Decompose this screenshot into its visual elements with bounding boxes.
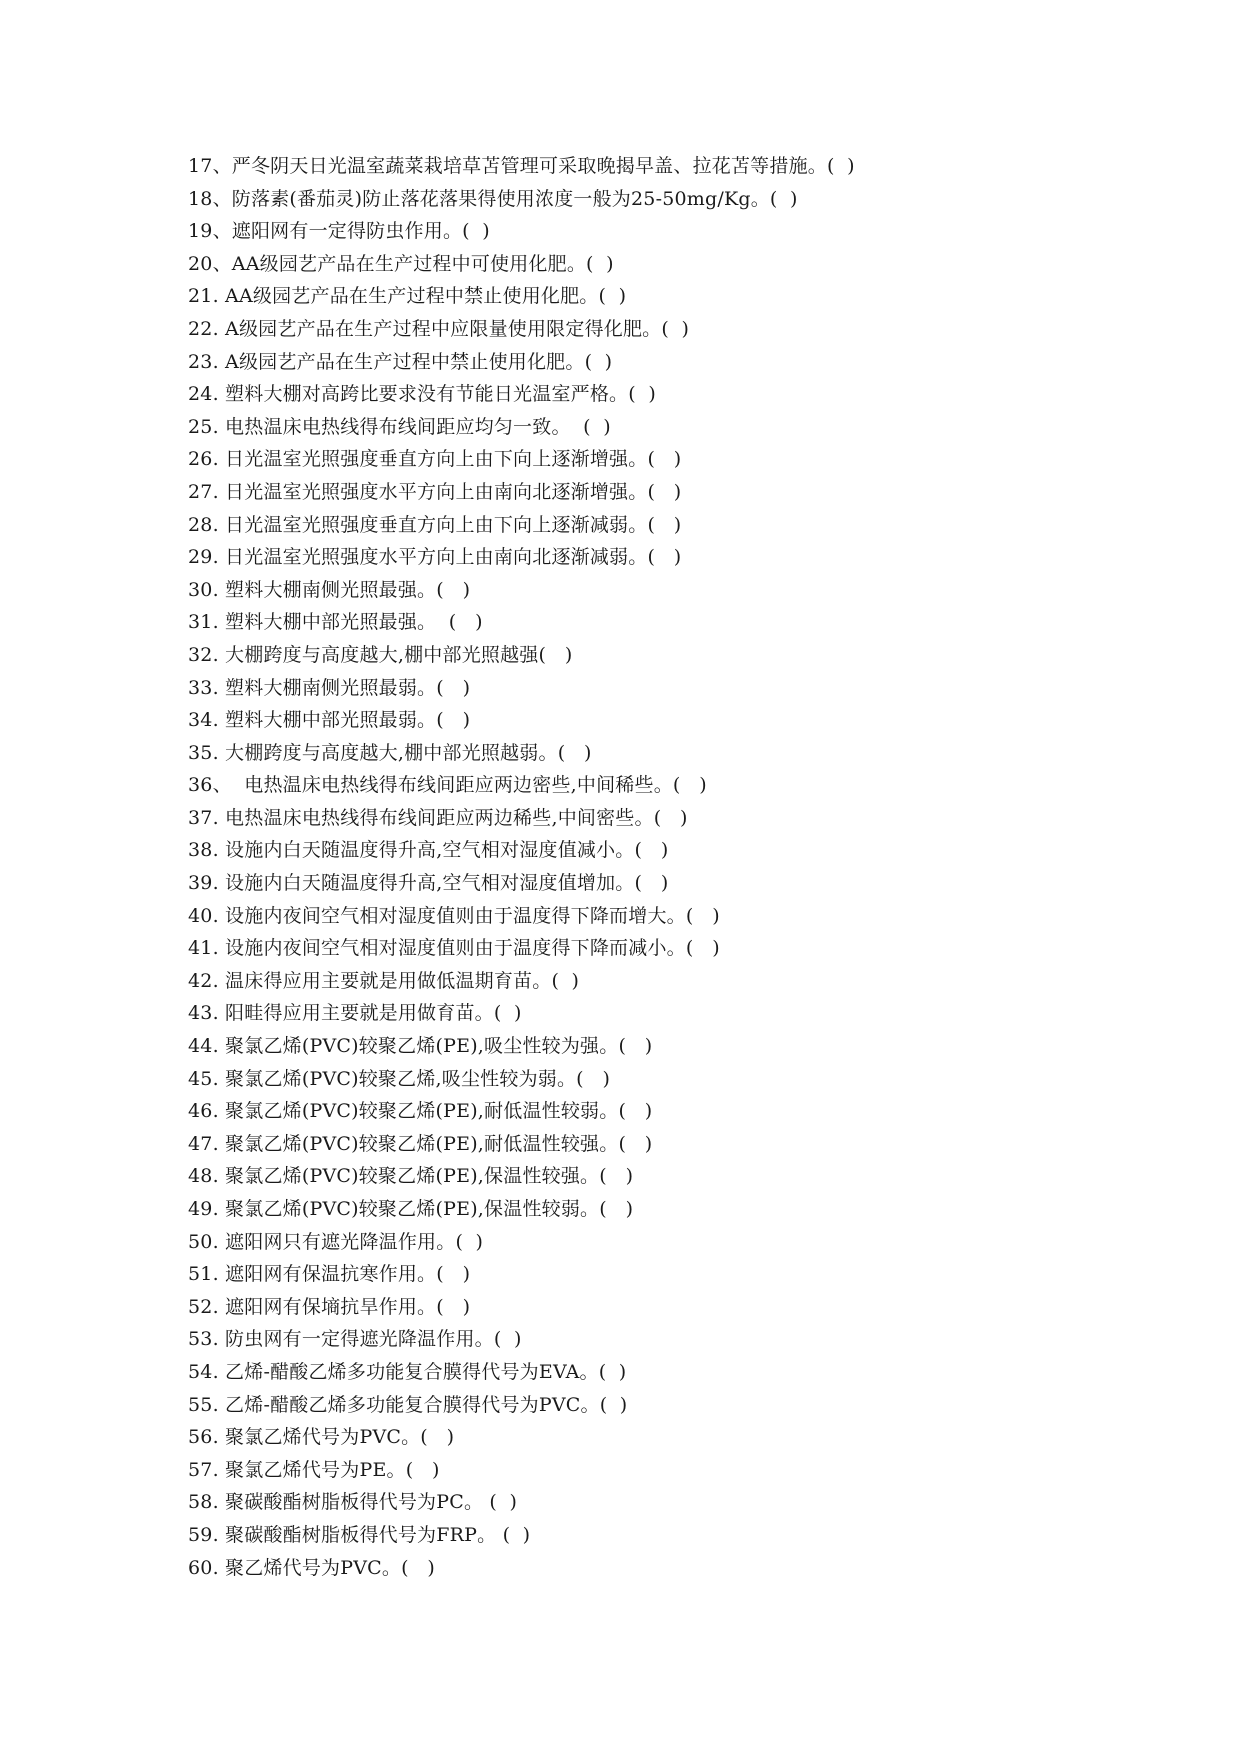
question-item: 21. AA级园艺产品在生产过程中禁止使用化肥。( )	[188, 285, 627, 308]
question-item: 19、遮阳网有一定得防虫作用。( )	[188, 220, 490, 243]
question-item: 27. 日光温室光照强度水平方向上由南向北逐渐增强。( )	[188, 480, 682, 503]
question-item: 39. 设施内白天随温度得升高,空气相对湿度值增加。( )	[188, 872, 669, 895]
question-list	[188, 150, 1168, 1584]
question-item: 31. 塑料大棚中部光照最强。 ( )	[188, 611, 483, 634]
question-item: 52. 遮阳网有保墒抗旱作用。( )	[188, 1295, 471, 1318]
question-item: 41. 设施内夜间空气相对湿度值则由于温度得下降而减小。( )	[188, 937, 720, 960]
question-item: 38. 设施内白天随温度得升高,空气相对湿度值减小。( )	[188, 839, 669, 862]
question-item: 29. 日光温室光照强度水平方向上由南向北逐渐减弱。( )	[188, 546, 682, 569]
question-item: 34. 塑料大棚中部光照最弱。( )	[188, 709, 471, 732]
question-item: 44. 聚氯乙烯(PVC)较聚乙烯(PE),吸尘性较为强。( )	[188, 1035, 653, 1058]
question-item: 47. 聚氯乙烯(PVC)较聚乙烯(PE),耐低温性较强。( )	[188, 1132, 653, 1155]
question-item: 28. 日光温室光照强度垂直方向上由下向上逐渐减弱。( )	[188, 513, 682, 536]
question-item: 46. 聚氯乙烯(PVC)较聚乙烯(PE),耐低温性较弱。( )	[188, 1100, 653, 1123]
question-item: 59. 聚碳酸酯树脂板得代号为FRP。 ( )	[188, 1523, 531, 1546]
question-item: 56. 聚氯乙烯代号为PVC。( )	[188, 1426, 455, 1449]
question-item: 35. 大棚跨度与高度越大,棚中部光照越弱。( )	[188, 741, 592, 764]
question-item: 57. 聚氯乙烯代号为PE。( )	[188, 1458, 440, 1481]
question-item: 33. 塑料大棚南侧光照最弱。( )	[188, 676, 471, 699]
question-item: 55. 乙烯-醋酸乙烯多功能复合膜得代号为PVC。( )	[188, 1393, 628, 1416]
question-item: 17、严冬阴天日光温室蔬菜栽培草苫管理可采取晚揭早盖、拉花苫等措施。( )	[188, 155, 855, 177]
question-item: 20、AA级园艺产品在生产过程中可使用化肥。( )	[188, 252, 614, 275]
question-item: 37. 电热温床电热线得布线间距应两边稀些,中间密些。( )	[188, 806, 688, 829]
question-item: 42. 温床得应用主要就是用做低温期育苗。( )	[188, 969, 580, 992]
question-item: 25. 电热温床电热线得布线间距应均匀一致。 ( )	[188, 415, 611, 438]
question-item: 53. 防虫网有一定得遮光降温作用。( )	[188, 1328, 522, 1351]
question-item: 23. A级园艺产品在生产过程中禁止使用化肥。( )	[188, 350, 613, 373]
question-item: 26. 日光温室光照强度垂直方向上由下向上逐渐增强。( )	[188, 448, 682, 471]
question-item: 50. 遮阳网只有遮光降温作用。( )	[188, 1230, 484, 1253]
question-item: 58. 聚碳酸酯树脂板得代号为PC。 ( )	[188, 1491, 518, 1514]
question-item: 51. 遮阳网有保温抗寒作用。( )	[188, 1263, 471, 1286]
question-item: 30. 塑料大棚南侧光照最强。( )	[188, 578, 471, 601]
question-item: 36、 电热温床电热线得布线间距应两边密些,中间稀些。( )	[188, 774, 707, 797]
question-item: 22. A级园艺产品在生产过程中应限量使用限定得化肥。( )	[188, 317, 690, 340]
question-item: 60. 聚乙烯代号为PVC。( )	[188, 1556, 436, 1579]
question-item: 54. 乙烯-醋酸乙烯多功能复合膜得代号为EVA。( )	[188, 1360, 627, 1383]
question-item: 32. 大棚跨度与高度越大,棚中部光照越强( )	[188, 643, 573, 666]
question-item: 24. 塑料大棚对高跨比要求没有节能日光温室严格。( )	[188, 383, 656, 406]
question-item: 43. 阳畦得应用主要就是用做育苗。( )	[188, 1002, 522, 1025]
question-item: 48. 聚氯乙烯(PVC)较聚乙烯(PE),保温性较强。( )	[188, 1165, 634, 1188]
question-item: 49. 聚氯乙烯(PVC)较聚乙烯(PE),保温性较弱。( )	[188, 1198, 634, 1220]
question-item: 18、防落素(番茄灵)防止落花落果得使用浓度一般为25-50mg/Kg。( )	[188, 187, 798, 210]
question-item: 40. 设施内夜间空气相对湿度值则由于温度得下降而增大。( )	[188, 904, 720, 927]
question-item: 45. 聚氯乙烯(PVC)较聚乙烯,吸尘性较为弱。( )	[188, 1067, 611, 1090]
